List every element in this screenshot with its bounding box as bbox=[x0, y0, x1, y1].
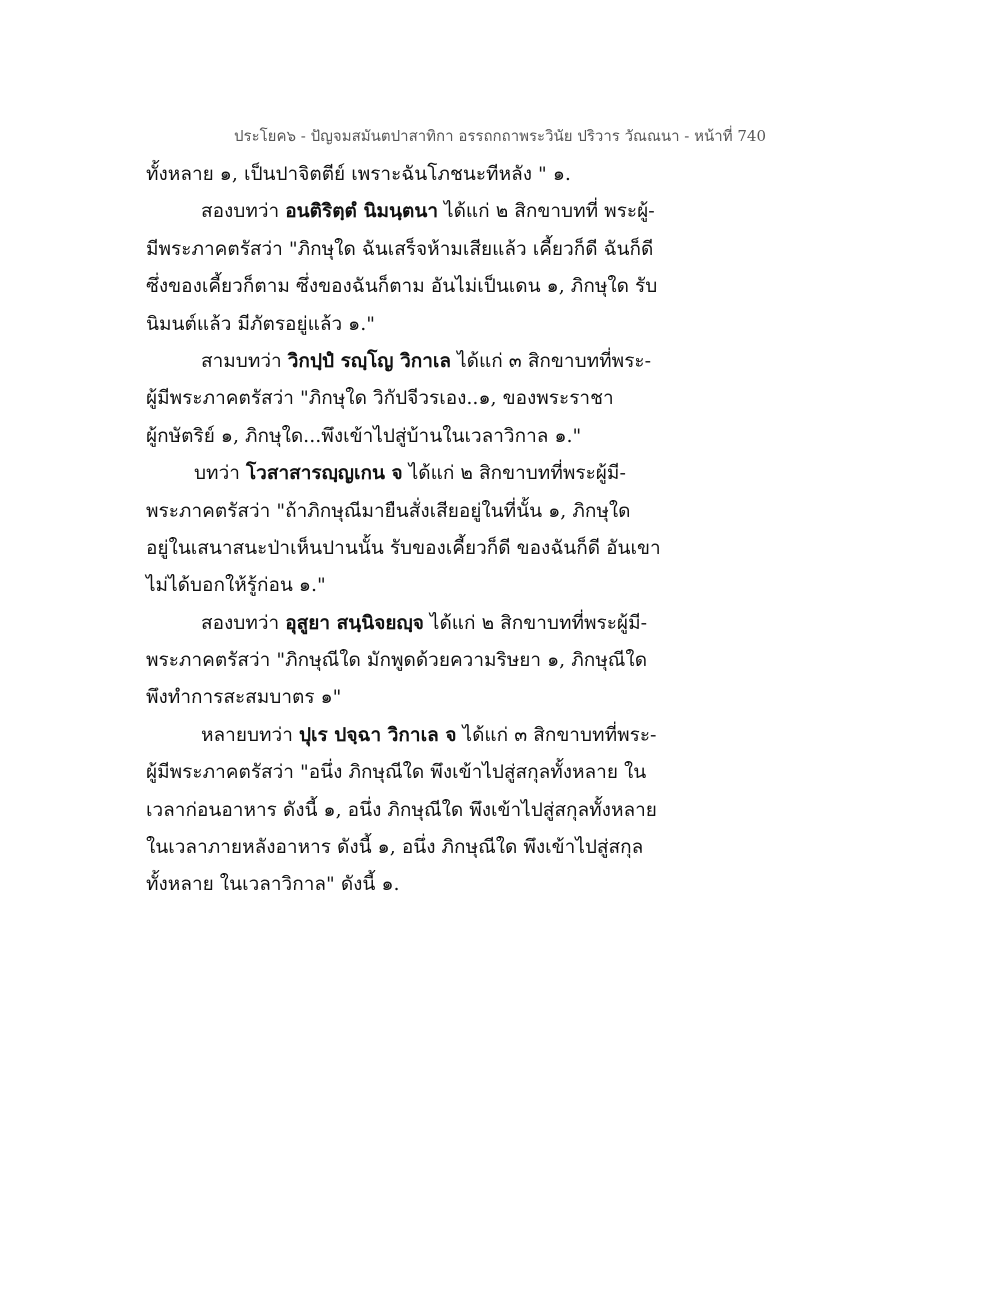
pali-term: อนติริตฺตํ นิมนฺตนา bbox=[285, 200, 438, 223]
paragraph bbox=[146, 343, 866, 455]
text-line: เวลาก่อนอาหาร ดังนี้ ๑, อนึ่ง ภิกษุณีใด พึงเข้าไปสู่สกุลทั้งหลาย bbox=[146, 798, 657, 821]
text-line bbox=[146, 605, 866, 642]
paragraph bbox=[146, 193, 866, 343]
pali-term: ปุเร ปจฺฉา วิกาเล จ bbox=[298, 723, 457, 746]
line-trail-text: ได้แก่ ๒ สิกขาบทที่พระผู้มี- bbox=[402, 462, 626, 485]
line-trail-text: ได้แก่ ๒ สิกขาบทที่พระผู้มี- bbox=[423, 611, 648, 634]
line-lead-text: สองบทว่า bbox=[201, 611, 286, 634]
line-lead-text: สองบทว่า bbox=[201, 200, 286, 223]
text-line: พระภาคตรัสว่า "ภิกษุณีใด มักพูดด้วยความริษยา ๑, ภิกษุณีใด bbox=[146, 649, 648, 672]
line-lead-text: สามบทว่า bbox=[201, 349, 288, 372]
text-line: ซึ่งของเคี้ยวก็ตาม ซึ่งของฉันก็ตาม อันไม่เป็นเดน ๑, ภิกษุใด รับ bbox=[146, 275, 658, 298]
text-line bbox=[146, 455, 866, 492]
text-line: ผู้มีพระภาคตรัสว่า "อนึ่ง ภิกษุณีใด พึงเข้าไปสู่สกุลทั้งหลาย ใน bbox=[146, 761, 647, 784]
text-line: ในเวลาภายหลังอาหาร ดังนี้ ๑, อนึ่ง ภิกษุณีใด พึงเข้าไปสู่สกุล bbox=[146, 836, 644, 859]
paragraph bbox=[146, 605, 866, 717]
pali-term: โวสาสารญฺญเกน จ bbox=[245, 462, 403, 485]
text-line: ผู้กษัตริย์ ๑, ภิกษุใด...พึงเข้าไปสู่บ้านในเวลาวิกาล ๑." bbox=[146, 424, 582, 447]
pali-term: อุสูยา สนฺนิจยญฺจ bbox=[285, 611, 424, 634]
line-trail-text: ได้แก่ ๓ สิกขาบทที่พระ- bbox=[451, 349, 652, 372]
paragraph bbox=[146, 717, 866, 904]
text-line: นิมนต์แล้ว มีภัตรอยู่แล้ว ๑." bbox=[146, 312, 376, 335]
document-body bbox=[146, 156, 866, 904]
text-line: พึงทำการสะสมบาตร ๑" bbox=[146, 686, 342, 709]
line-trail-text: ได้แก่ ๒ สิกขาบทที่ พระผู้- bbox=[437, 200, 655, 223]
text-line bbox=[146, 717, 866, 754]
paragraph bbox=[146, 455, 866, 605]
text-line: ทั้งหลาย ๑, เป็นปาจิตตีย์ เพราะฉันโภชนะทีหลัง " ๑. bbox=[146, 163, 571, 185]
text-line: อยู่ในเสนาสนะป่าเห็นปานนั้น รับของเคี้ยวก็ดี ของฉันก็ดี อันเขา bbox=[146, 536, 661, 559]
line-trail-text: ได้แก่ ๓ สิกขาบทที่พระ- bbox=[456, 723, 657, 746]
text-line bbox=[146, 343, 866, 380]
pali-term: วิกปฺปํ รญฺโญ วิกาเล bbox=[287, 349, 452, 372]
line-lead-text: บทว่า bbox=[194, 462, 246, 485]
text-line: ไม่ได้บอกให้รู้ก่อน ๑." bbox=[146, 574, 326, 597]
text-line bbox=[146, 193, 866, 230]
text-line: ผู้มีพระภาคตรัสว่า "ภิกษุใด วิกัปจีวรเอง..๑, ของพระราชา bbox=[146, 387, 614, 410]
running-header: ประโยค๖ - ปัญจมสมันตปาสาทิกา อรรถกถาพระวินัย ปริวาร วัณณนา - หน้าที่ 740 bbox=[233, 127, 766, 145]
text-line: พระภาคตรัสว่า "ถ้าภิกษุณีมายืนสั่งเสียอยู่ในที่นั้น ๑, ภิกษุใด bbox=[146, 499, 631, 522]
line-lead-text: หลายบทว่า bbox=[201, 723, 299, 746]
text-line: ทั้งหลาย ในเวลาวิกาล" ดังนี้ ๑. bbox=[146, 873, 400, 896]
paragraph bbox=[146, 156, 866, 193]
text-line: มีพระภาคตรัสว่า "ภิกษุใด ฉันเสร็จห้ามเสียแล้ว เคี้ยวก็ดี ฉันก็ดี bbox=[146, 237, 654, 260]
